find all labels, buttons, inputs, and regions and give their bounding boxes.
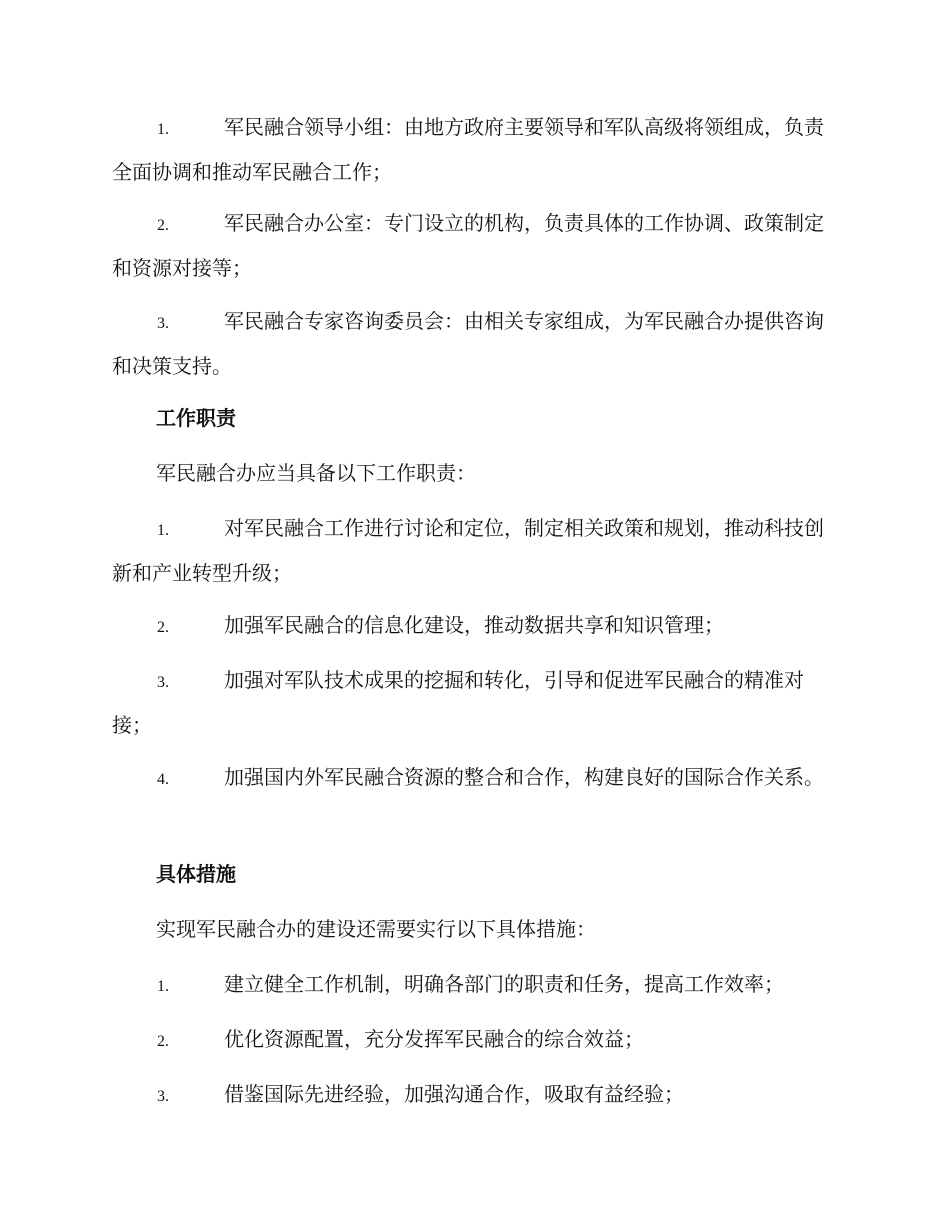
- list-text: 对军民融合工作进行讨论和定位，制定相关政策和规划，推动科技创新和产业转型升级；: [112, 516, 824, 585]
- list-item: [112, 659, 837, 746]
- paragraph: 实现军民融合办的建设还需要实行以下具体措施：: [156, 917, 596, 941]
- list-item: [112, 604, 837, 649]
- list-text: 加强国内外军民融合资源的整合和合作，构建良好的国际合作关系。: [224, 765, 824, 789]
- list-item: [112, 202, 837, 289]
- list-text: 借鉴国际先进经验，加强沟通合作，吸取有益经验；: [224, 1082, 684, 1106]
- list-number: 3.: [157, 674, 169, 691]
- list-item: [112, 507, 837, 594]
- list-item: [112, 1018, 837, 1063]
- list-number: 2.: [157, 1033, 169, 1050]
- list-text: 军民融合办公室：专门设立的机构，负责具体的工作协调、政策制定和资源对接等；: [112, 211, 824, 280]
- list-text: 军民融合专家咨询委员会：由相关专家组成，为军民融合办提供咨询和决策支持。: [112, 309, 824, 378]
- list-item: [112, 300, 837, 387]
- paragraph: 军民融合办应当具备以下工作职责：: [156, 461, 476, 485]
- list-text: 军民融合领导小组：由地方政府主要领导和军队高级将领组成，负责全面协调和推动军民融合工作；: [112, 115, 824, 184]
- list-number: 3.: [157, 315, 169, 332]
- section-heading: 具体措施: [156, 862, 236, 886]
- list-number: 4.: [157, 771, 169, 788]
- list-number: 1.: [157, 522, 169, 539]
- list-number: 2.: [157, 217, 169, 234]
- list-number: 3.: [157, 1088, 169, 1105]
- list-number: 1.: [157, 978, 169, 995]
- section-heading: 工作职责: [156, 406, 236, 430]
- list-text: 加强军民融合的信息化建设，推动数据共享和知识管理；: [224, 613, 724, 637]
- list-item: [112, 1073, 837, 1118]
- list-item: [112, 106, 837, 193]
- list-text: 建立健全工作机制，明确各部门的职责和任务，提高工作效率；: [224, 972, 784, 996]
- list-item: [112, 756, 837, 801]
- list-text: 优化资源配置，充分发挥军民融合的综合效益；: [224, 1027, 644, 1051]
- list-text: 加强对军队技术成果的挖掘和转化，引导和促进军民融合的精准对接；: [112, 668, 804, 737]
- list-item: [112, 963, 837, 1008]
- list-number: 1.: [157, 121, 169, 138]
- list-number: 2.: [157, 619, 169, 636]
